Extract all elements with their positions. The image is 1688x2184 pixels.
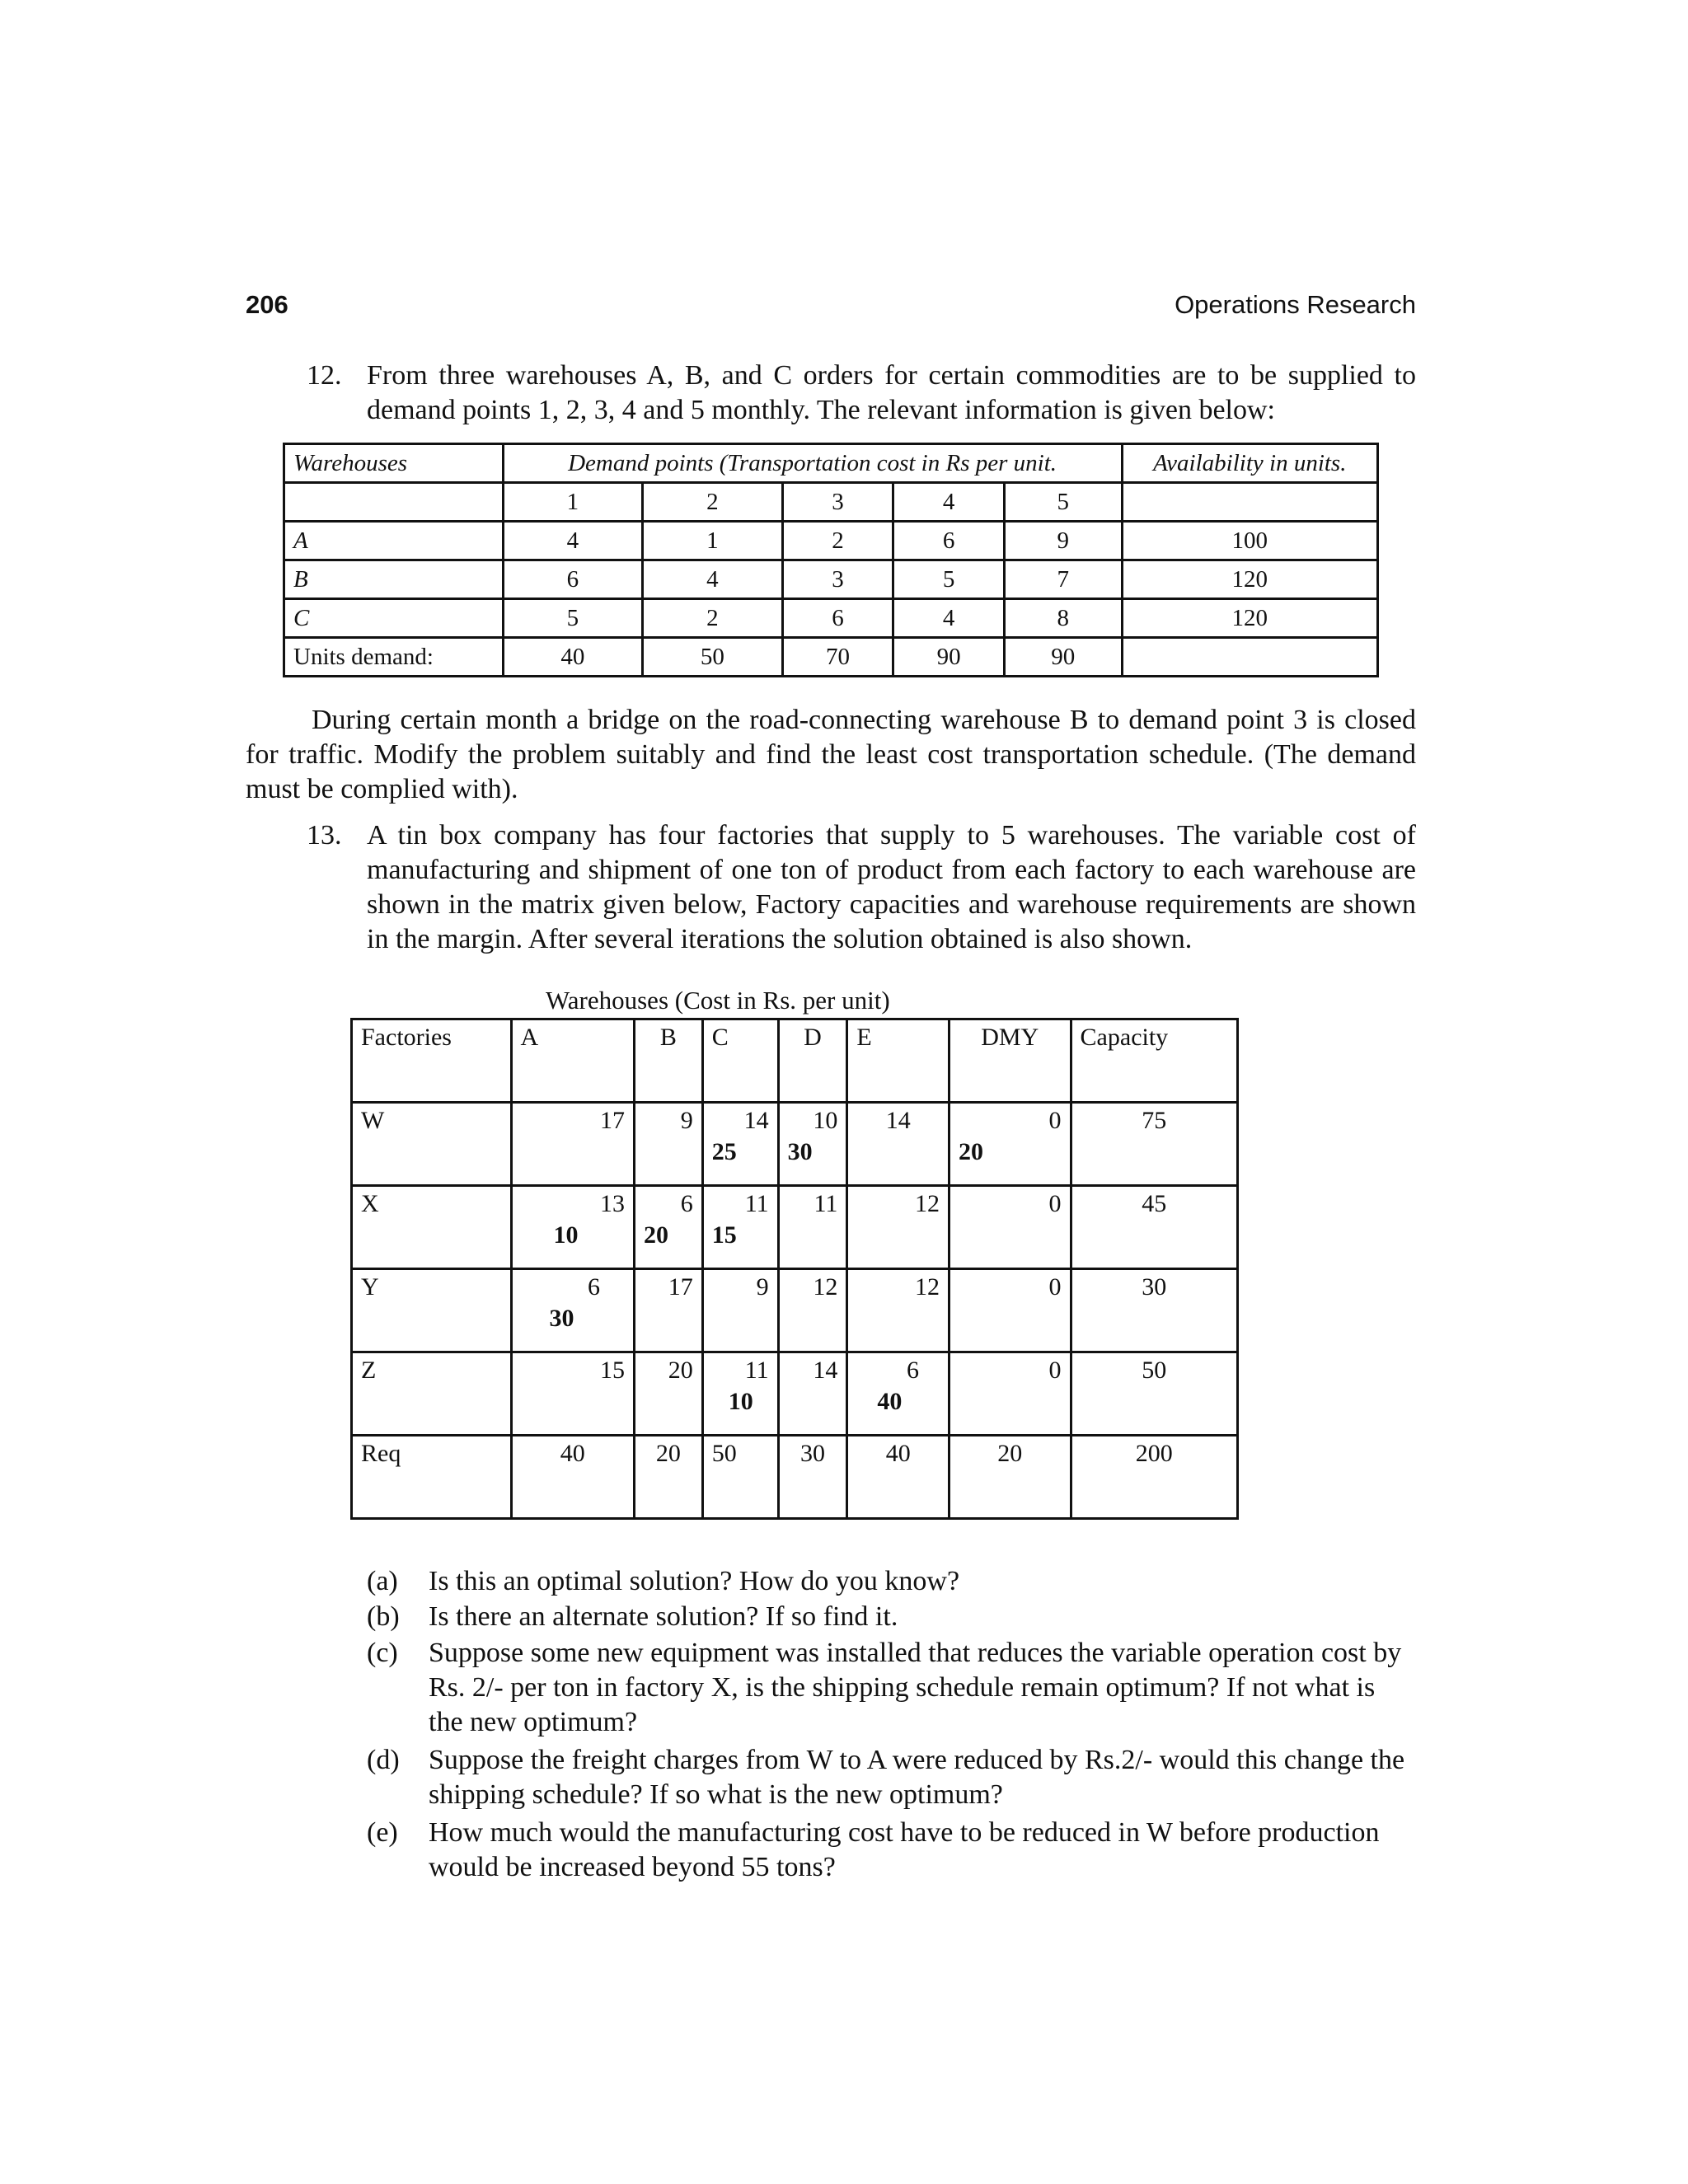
cell-cost: 11 (744, 1357, 769, 1384)
demand-cell: 50 (643, 638, 783, 677)
cost-cell: 4 (503, 522, 643, 560)
cell-cost: 9 (680, 1107, 693, 1134)
matrix-cell (847, 1269, 950, 1352)
factory-label: W (352, 1103, 512, 1186)
row-label: C (284, 599, 504, 638)
demand-point: 3 (782, 483, 893, 522)
req-cell: 30 (778, 1436, 847, 1519)
matrix-cell (950, 1103, 1071, 1186)
cost-cell: 6 (503, 560, 643, 599)
matrix-cell (702, 1103, 778, 1186)
table-row (352, 1186, 1238, 1269)
cost-cell: 1 (643, 522, 783, 560)
matrix-cell (511, 1352, 635, 1436)
cell-cost: 6 (907, 1357, 919, 1384)
question-12-followup: During certain month a bridge on the road-connecting warehouse B to demand point 3 is closed for traffic. Modify the problem suitably and find the least cost transportation schedule. (The demand must be complied with). (246, 705, 1416, 804)
cost-cell: 6 (893, 522, 1005, 560)
header-warehouse-a: A (511, 1019, 635, 1103)
row-label: B (284, 560, 504, 599)
matrix-cell (635, 1269, 703, 1352)
demand-point: 4 (893, 483, 1005, 522)
cell-allocation: 10 (553, 1221, 579, 1249)
subquestion-text: Is there an alternate solution? If so find it. (429, 1601, 898, 1632)
req-total-cell: 200 (1071, 1436, 1237, 1519)
subquestion-label: (c) (367, 1638, 398, 1668)
matrix-cell (950, 1352, 1071, 1436)
factory-label: Z (352, 1352, 512, 1436)
question-12-number: 12. (307, 360, 342, 391)
demand-cell: 90 (1004, 638, 1122, 677)
cell-cost: 0 (1048, 1107, 1062, 1134)
cell-cost: 20 (668, 1357, 693, 1384)
cell-allocation: 25 (711, 1138, 737, 1165)
cell-allocation: 40 (877, 1388, 903, 1415)
demand-point: 1 (503, 483, 643, 522)
matrix-cell (635, 1103, 703, 1186)
subquestion-text: Is this an optimal solution? How do you know? (429, 1566, 960, 1596)
matrix-cell (511, 1186, 635, 1269)
subquestion-text: How much would the manufacturing cost have to be reduced in W before production would be increased beyond 55 tons? (429, 1817, 1380, 1882)
cell-cost: 11 (814, 1190, 838, 1217)
req-cell: 40 (511, 1436, 635, 1519)
cell-cost: 6 (588, 1273, 601, 1301)
cell-cost: 17 (600, 1107, 626, 1134)
cell-cost: 14 (813, 1357, 838, 1384)
factory-label: X (352, 1186, 512, 1269)
matrix-cell (778, 1186, 847, 1269)
cell-allocation: 10 (728, 1388, 753, 1415)
table-row (352, 1103, 1238, 1186)
row-label: A (284, 522, 504, 560)
subquestion-text: Suppose some new equipment was installed that reduces the variable operation cost by Rs. 2/- per ton in factory X, is the shipping schedule remain optimum? If not what is the new optimum? (429, 1638, 1402, 1737)
cell-cost: 11 (744, 1190, 769, 1217)
cost-cell: 4 (643, 560, 783, 599)
header-capacity: Capacity (1071, 1019, 1237, 1103)
cell-cost: 0 (1048, 1190, 1062, 1217)
question-13-number: 13. (307, 820, 342, 851)
question-13-intro: A tin box company has four factories that supply to 5 warehouses. The variable cost of manufacturing and shipment of one ton of product from each factory to each warehouse are shown in the matrix given below, Factory capacities and warehouse requirements are shown in the margin. After several iterations the solution obtained is also shown. (367, 820, 1416, 954)
req-cell: 20 (950, 1436, 1071, 1519)
cost-cell: 2 (782, 522, 893, 560)
table-row (284, 560, 1378, 599)
matrix-cell (635, 1186, 703, 1269)
demand-cell: 40 (503, 638, 643, 677)
cell-cost: 0 (1048, 1273, 1062, 1301)
empty-cell (284, 483, 504, 522)
demand-point: 5 (1004, 483, 1122, 522)
running-head: Operations Research (1175, 290, 1416, 319)
page-number: 206 (246, 290, 288, 319)
cell-cost: 10 (813, 1107, 838, 1134)
cost-cell: 8 (1004, 599, 1122, 638)
cost-cell: 5 (503, 599, 643, 638)
subquestion-label: (d) (367, 1745, 400, 1775)
units-demand-label: Units demand: (284, 638, 504, 677)
availability-cell: 120 (1122, 599, 1377, 638)
warehouse-demand-table (283, 443, 1379, 677)
cell-cost: 12 (915, 1190, 940, 1217)
req-cell: 20 (635, 1436, 703, 1519)
header-dummy: DMY (950, 1019, 1071, 1103)
cell-allocation: 30 (787, 1138, 813, 1165)
matrix-cell (778, 1103, 847, 1186)
cell-allocation: 20 (959, 1138, 983, 1165)
cell-cost: 14 (885, 1107, 911, 1134)
cost-cell: 5 (893, 560, 1005, 599)
table-row (284, 599, 1378, 638)
header-availability: Availability in units. (1122, 444, 1377, 483)
req-label: Req (352, 1436, 512, 1519)
factory-label: Y (352, 1269, 512, 1352)
matrix-cell (511, 1103, 635, 1186)
cost-cell: 9 (1004, 522, 1122, 560)
header-factories: Factories (352, 1019, 512, 1103)
req-cell: 40 (847, 1436, 950, 1519)
cost-cell: 6 (782, 599, 893, 638)
cost-cell: 3 (782, 560, 893, 599)
cell-cost: 9 (756, 1273, 769, 1301)
capacity-cell: 30 (1071, 1269, 1237, 1352)
table-row (352, 1436, 1238, 1519)
table-row (284, 638, 1378, 677)
cell-cost: 12 (813, 1273, 838, 1301)
req-cell: 50 (702, 1436, 778, 1519)
cell-allocation: 30 (549, 1305, 574, 1332)
header-warehouse-e: E (847, 1019, 950, 1103)
matrix-cell (702, 1269, 778, 1352)
capacity-cell: 75 (1071, 1103, 1237, 1186)
demand-point: 2 (643, 483, 783, 522)
matrix-cell (847, 1103, 950, 1186)
cell-cost: 15 (600, 1357, 626, 1384)
header-warehouses: Warehouses (284, 444, 504, 483)
table-row (352, 1352, 1238, 1436)
cell-cost: 12 (915, 1273, 940, 1301)
matrix-cell (702, 1352, 778, 1436)
subquestion-label: (e) (367, 1817, 398, 1848)
capacity-cell: 45 (1071, 1186, 1237, 1269)
cell-cost: 6 (680, 1190, 693, 1217)
table-row (352, 1269, 1238, 1352)
availability-cell: 120 (1122, 560, 1377, 599)
empty-cell (1122, 638, 1377, 677)
table-caption: Warehouses (Cost in Rs. per unit) (546, 986, 890, 1015)
header-demand-points: Demand points (Transportation cost in Rs per unit. (503, 444, 1122, 483)
matrix-cell (511, 1269, 635, 1352)
matrix-cell (778, 1352, 847, 1436)
cell-cost: 17 (668, 1273, 693, 1301)
subquestion-label: (b) (367, 1601, 400, 1632)
subquestion-text: Suppose the freight charges from W to A were reduced by Rs.2/- would this change the shipping schedule? If so what is the new optimum? (429, 1745, 1405, 1810)
solution-matrix (350, 1018, 1239, 1520)
matrix-cell (702, 1186, 778, 1269)
cost-cell: 2 (643, 599, 783, 638)
cell-cost: 13 (600, 1190, 626, 1217)
matrix-cell (847, 1186, 950, 1269)
header-warehouse-d: D (778, 1019, 847, 1103)
availability-cell: 100 (1122, 522, 1377, 560)
matrix-cell (847, 1352, 950, 1436)
demand-cell: 90 (893, 638, 1005, 677)
matrix-cell (778, 1269, 847, 1352)
question-12-intro: From three warehouses A, B, and C orders for certain commodities are to be supplied to demand points 1, 2, 3, 4 and 5 monthly. The relevant information is given below: (367, 360, 1416, 425)
header-warehouse-b: B (635, 1019, 703, 1103)
matrix-cell (950, 1269, 1071, 1352)
cell-allocation: 15 (711, 1221, 737, 1249)
matrix-cell (950, 1186, 1071, 1269)
cell-allocation: 20 (644, 1221, 669, 1249)
cell-cost: 0 (1048, 1357, 1062, 1384)
empty-cell (1122, 483, 1377, 522)
table-row (284, 522, 1378, 560)
cell-cost: 14 (743, 1107, 769, 1134)
cost-cell: 4 (893, 599, 1005, 638)
capacity-cell: 50 (1071, 1352, 1237, 1436)
demand-cell: 70 (782, 638, 893, 677)
matrix-cell (635, 1352, 703, 1436)
header-warehouse-c: C (702, 1019, 778, 1103)
cost-cell: 7 (1004, 560, 1122, 599)
subquestion-label: (a) (367, 1566, 398, 1596)
